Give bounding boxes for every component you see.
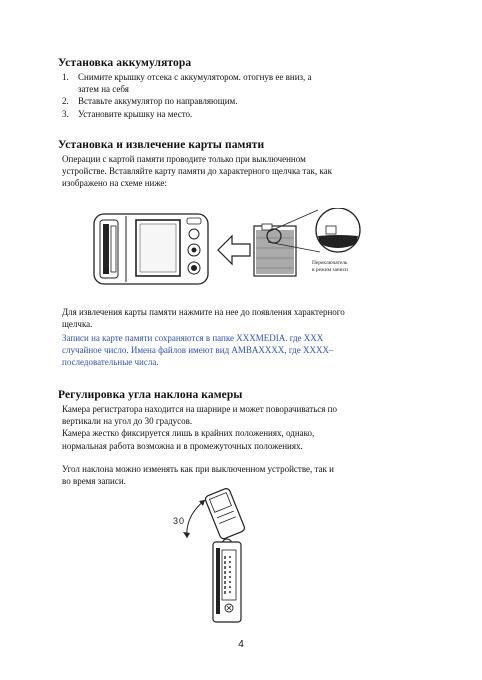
list-item: 3. Установите крышку на место. <box>62 108 193 119</box>
heading-memory-card: Установка и извлечение карты памяти <box>58 139 265 151</box>
figure-caption-line-1: Переключатель <box>312 260 348 266</box>
battery-steps-list <box>62 71 402 120</box>
memory-card-remove-text: Для извлечения карты памяти нажмите на нее до появления характерного щелчка. <box>62 307 345 330</box>
page-number: 4 <box>238 639 244 650</box>
camera-tilt-note: Угол наклона можно изменять как при выключенном устройстве, так и во время записи. <box>62 464 334 487</box>
heading-camera-tilt: Регулировка угла наклона камеры <box>58 389 243 401</box>
camera-tilt-diagram <box>165 486 275 626</box>
zoom-detail-circle <box>316 208 360 252</box>
camera-body-vertical <box>213 542 241 622</box>
list-item: 2. Вставьте аккумулятор по направляющим. <box>62 96 238 107</box>
memory-card-folder-note: Записи на карте памяти сохраняются в папке XXXMEDIA. где XXX случайное число. Имена файлов имеют вид AMBAXXXX, где XXXX– последовательные числа. <box>62 333 334 368</box>
camera-device-illustration <box>94 214 208 284</box>
insert-arrow <box>218 236 250 264</box>
memory-card-intro: Операции с картой памяти проводите только при выключенном устройстве. Вставляйте карту памяти до характерного щелчка так, как изображено на схеме ниже: <box>62 154 332 189</box>
camera-tilt-text: Камера регистратора находится на шарнире и может поворачиваться по вертикали на угол до 30 градусов. Камера жестко фиксируется лишь в крайних положениях, однако, нормальная работа возможна и в промежуточных положениях. <box>62 404 337 451</box>
camera-head-tilted <box>204 487 245 539</box>
heading-battery: Установка аккумулятора <box>58 57 192 69</box>
memory-card-diagram <box>90 208 400 290</box>
rotation-arc <box>187 500 205 538</box>
figure-caption-line-2: в режим записи <box>312 267 348 273</box>
list-item: 1. Снимите крышку отсека с аккумулятором. отогнув ее вниз, а затем на себя <box>62 72 312 95</box>
angle-label: 30 <box>173 516 186 526</box>
memory-card-illustration <box>254 224 296 276</box>
